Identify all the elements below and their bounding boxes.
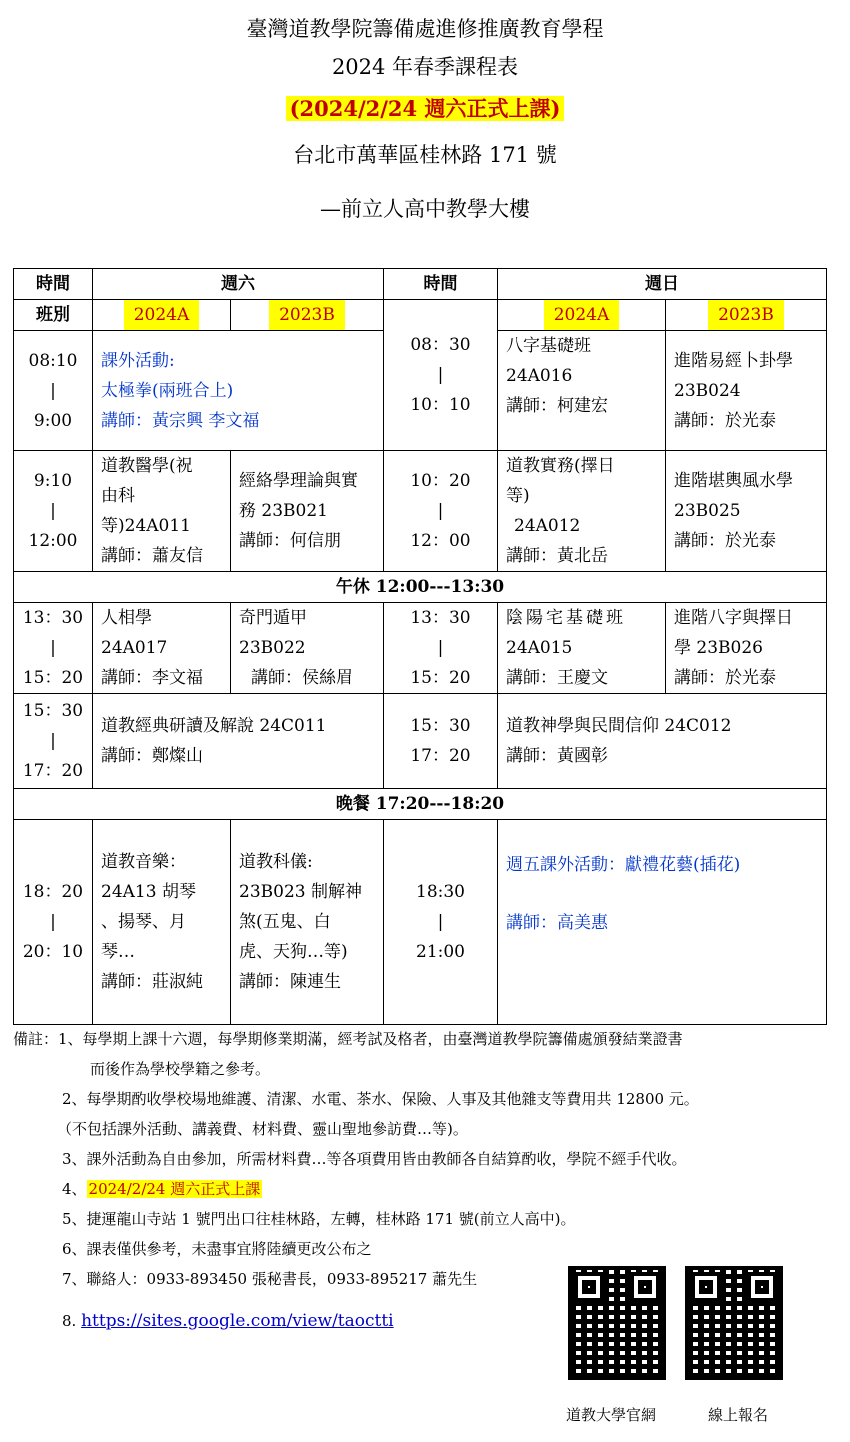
time-start: 18：20 xyxy=(22,882,84,902)
course-detail-cont: 虎、天狗…等) xyxy=(239,942,348,962)
table-row xyxy=(14,572,827,603)
time-start: 15：30 xyxy=(410,716,471,736)
time-separator: | xyxy=(50,380,56,401)
sat-time-r5 xyxy=(14,820,93,1025)
time-separator: | xyxy=(437,365,444,385)
time-separator: | xyxy=(50,731,56,751)
title-line-2: 2024 年春季課程表 xyxy=(331,55,519,79)
course-teacher: 講師：莊淑純 xyxy=(101,972,203,992)
note-5: 5、捷運龍山寺站 1 號門出口往桂林路，左轉，桂林路 171 號(前立人高中)。 xyxy=(62,1210,576,1228)
title-address: 台北市萬華區桂林路 171 號 xyxy=(293,143,557,167)
course-title: 經絡學理論與實 xyxy=(239,471,358,491)
sat-time-r2 xyxy=(14,451,93,572)
time-start: 9:10 xyxy=(33,471,73,491)
table-row xyxy=(14,694,827,789)
time-end: 12:00 xyxy=(28,531,78,551)
course-title: 道教音樂： xyxy=(101,852,186,872)
course-code: 23B025 xyxy=(674,501,741,521)
sat-course-ritual xyxy=(231,820,384,1025)
sun-time-r2 xyxy=(384,451,498,572)
sun-course-advanced-bazi xyxy=(666,603,827,694)
note-3: 3、課外活動為自由參加，所需材料費…等各項費用皆由教師各自結算酌收，學院不經手代收。 xyxy=(62,1150,687,1168)
sun-time-r1 xyxy=(384,300,498,451)
title-building: —前立人高中教學大樓 xyxy=(320,197,530,221)
course-detail: 、揚琴、月 xyxy=(101,912,186,932)
course-detail-cont: 琴… xyxy=(101,942,135,962)
time-start: 08:10 xyxy=(28,350,78,371)
sun-course-practice xyxy=(498,451,666,572)
course-detail: 太極拳(兩班合上) xyxy=(101,380,234,401)
course-teacher: 講師：王慶文 xyxy=(506,668,608,688)
course-code: 23B023 制解神 xyxy=(239,882,362,902)
table-row xyxy=(14,603,827,694)
fri-course-flower xyxy=(498,820,827,1025)
time-start: 15：30 xyxy=(22,701,84,721)
course-title: 道教醫學(祝 xyxy=(101,456,193,476)
course-title: 道教科儀: xyxy=(239,852,313,872)
time-separator: | xyxy=(437,501,444,521)
course-teacher: 講師：黃北岳 xyxy=(506,546,608,566)
title-start-date: (2024/2/24 週六正式上課) xyxy=(286,96,565,121)
schedule-table xyxy=(13,268,827,1025)
time-end: 15：20 xyxy=(410,668,471,688)
note-2: 2、每學期酌收學校場地維護、清潔、水電、茶水、保險、人事及其他雜支等費用共 12800 元。 xyxy=(62,1090,699,1108)
time-start: 18:30 xyxy=(416,882,465,902)
spacer xyxy=(506,880,818,908)
sat-time-r3 xyxy=(14,603,93,694)
sun-time-r4 xyxy=(384,694,498,789)
course-teacher: 講師：於光泰 xyxy=(674,410,776,431)
course-title-cont: 等) xyxy=(506,486,530,506)
time-end: 17：20 xyxy=(410,746,471,766)
sat-course-music xyxy=(93,820,231,1025)
course-title: 人相學 24A017 xyxy=(101,608,168,658)
sat-course-qimen xyxy=(231,603,384,694)
course-teacher: 講師：於光泰 xyxy=(674,531,776,551)
course-code: 23B024 xyxy=(674,380,741,401)
course-code: 24A13 胡琴 xyxy=(101,882,196,902)
class-2023b-sun: 2023B xyxy=(708,300,784,330)
lunch-break: 午休 12:00---13:30 xyxy=(14,572,827,603)
course-title: 道教實務(擇日 xyxy=(506,456,615,476)
class-label: 班別 xyxy=(14,300,93,331)
title-start-date-wrap xyxy=(0,94,850,124)
course-teacher: 講師：黃宗興 李文福 xyxy=(101,410,260,431)
qr-caption-website: 道教大學官網 xyxy=(566,1406,657,1424)
sat-course-meridian xyxy=(231,451,384,572)
time-separator: | xyxy=(437,912,444,932)
course-teacher: 講師：柯建宏 xyxy=(506,396,608,416)
table-row xyxy=(14,820,827,1025)
note-text: 1、每學期上課十六週，每學期修業期滿，經考試及格者，由臺灣道教學院籌備處頒發結業證書 xyxy=(58,1030,683,1048)
dinner-break: 晚餐 17:20---18:20 xyxy=(14,789,827,820)
class-2023b-cell xyxy=(231,300,384,331)
sat-time-r1 xyxy=(14,331,93,451)
course-title: 奇門遁甲 23B022 xyxy=(239,608,307,658)
note-number: 8. xyxy=(62,1312,77,1330)
class-2024a-cell xyxy=(93,300,231,331)
note-1-cont: 而後作為學校學籍之參考。 xyxy=(90,1060,271,1078)
course-teacher: 講師：高美惠 xyxy=(506,913,608,933)
course-title: 進階八字與擇日 xyxy=(674,608,793,628)
course-teacher: 講師：李文福 xyxy=(101,668,203,688)
time-start: 13：30 xyxy=(410,608,471,628)
table-row xyxy=(14,300,827,331)
sat-course-taichi xyxy=(93,331,384,451)
course-code: 24A012 xyxy=(514,516,581,536)
note-1 xyxy=(13,1024,833,1054)
time-end: 10：10 xyxy=(410,395,471,415)
sat-course-physiognomy xyxy=(93,603,231,694)
sun-course-bazi xyxy=(498,331,666,451)
course-code: 學 23B026 xyxy=(674,638,763,658)
notes-label: 備註： xyxy=(13,1030,59,1048)
header-time: 時間 xyxy=(14,269,93,300)
course-title: 進階堪輿風水學 xyxy=(674,471,793,491)
course-code: 24A015 xyxy=(506,638,573,658)
note-number: 4、 xyxy=(62,1180,87,1198)
qr-caption-registration: 線上報名 xyxy=(708,1406,769,1424)
sun-time-r3 xyxy=(384,603,498,694)
qr-code-website xyxy=(568,1266,666,1380)
header-time-2: 時間 xyxy=(384,269,498,300)
course-teacher: 講師：黃國彰 xyxy=(506,746,608,766)
sun-course-yinyang xyxy=(498,603,666,694)
time-end: 21:00 xyxy=(416,942,465,962)
course-code: 務 23B021 xyxy=(239,501,328,521)
note-2-cont: （不包括課外活動、講義費、材料費、靈山聖地參訪費…等)。 xyxy=(57,1120,468,1138)
time-separator: | xyxy=(50,638,56,658)
course-teacher: 講師：於光泰 xyxy=(674,668,776,688)
sun-time-r5 xyxy=(384,820,498,1025)
sun-course-theology xyxy=(498,694,827,789)
course-teacher: 講師：侯絲眉 xyxy=(251,668,353,688)
course-title: 八字基礎班 xyxy=(506,336,591,356)
title-line-1: 臺灣道教學院籌備處進修推廣教育學程 xyxy=(246,17,604,41)
time-end: 12：00 xyxy=(410,531,471,551)
class-2024a-sun: 2024A xyxy=(544,300,620,330)
course-title: 週五課外活動：獻禮花藝(插花) xyxy=(506,855,741,875)
time-separator: | xyxy=(50,501,56,521)
course-teacher: 講師：何信朋 xyxy=(239,531,341,551)
class-2024a: 2024A xyxy=(124,300,200,330)
course-teacher: 講師：鄭燦山 xyxy=(101,746,203,766)
time-end: 17：20 xyxy=(22,761,84,781)
time-separator: | xyxy=(437,638,444,658)
sat-course-medicine xyxy=(93,451,231,572)
sat-course-classics xyxy=(93,694,384,789)
class-2023b: 2023B xyxy=(269,300,345,330)
qr-code-registration xyxy=(685,1266,783,1380)
time-end: 15：20 xyxy=(22,668,84,688)
course-detail: 煞(五鬼、白 xyxy=(239,912,331,932)
header-sunday: 週日 xyxy=(498,269,827,300)
course-title-cont: 由科 xyxy=(101,486,135,506)
note-6: 6、課表僅供參考，未盡事宜將陸續更改公布之 xyxy=(62,1240,372,1258)
note-start-date: 2024/2/24 週六正式上課 xyxy=(88,1180,261,1198)
course-code: 等)24A011 xyxy=(101,516,191,536)
course-title: 課外活動: xyxy=(101,350,175,371)
course-title: 進階易經卜卦學 xyxy=(674,350,793,371)
table-row xyxy=(14,269,827,300)
time-start: 13：30 xyxy=(22,608,84,628)
website-link[interactable]: https://sites.google.com/view/taoctti xyxy=(81,1311,394,1331)
time-separator: | xyxy=(50,912,56,932)
time-end: 20：10 xyxy=(22,942,84,962)
course-teacher: 講師：陳連生 xyxy=(239,972,341,992)
course-code: 24A016 xyxy=(506,366,573,386)
course-teacher: 講師：蕭友信 xyxy=(101,546,203,566)
time-start: 08：30 xyxy=(410,335,471,355)
class-2024a-sun-cell xyxy=(498,300,666,331)
sat-time-r4 xyxy=(14,694,93,789)
time-end: 9:00 xyxy=(33,410,73,431)
sun-course-fengshui xyxy=(666,451,827,572)
note-7: 7、聯絡人：0933-893450 張秘書長，0933-895217 蕭先生 xyxy=(62,1270,478,1288)
course-title: 道教神學與民間信仰 24C012 xyxy=(506,716,732,736)
table-row xyxy=(14,451,827,572)
time-start: 10：20 xyxy=(410,471,471,491)
header-saturday: 週六 xyxy=(93,269,384,300)
class-2023b-sun-cell xyxy=(666,300,827,331)
course-title: 陰陽宅基礎班 xyxy=(506,608,626,628)
sun-course-yijing xyxy=(666,331,827,451)
course-title: 道教經典研讀及解說 24C011 xyxy=(101,716,327,736)
note-4 xyxy=(13,1174,833,1204)
table-row xyxy=(14,789,827,820)
